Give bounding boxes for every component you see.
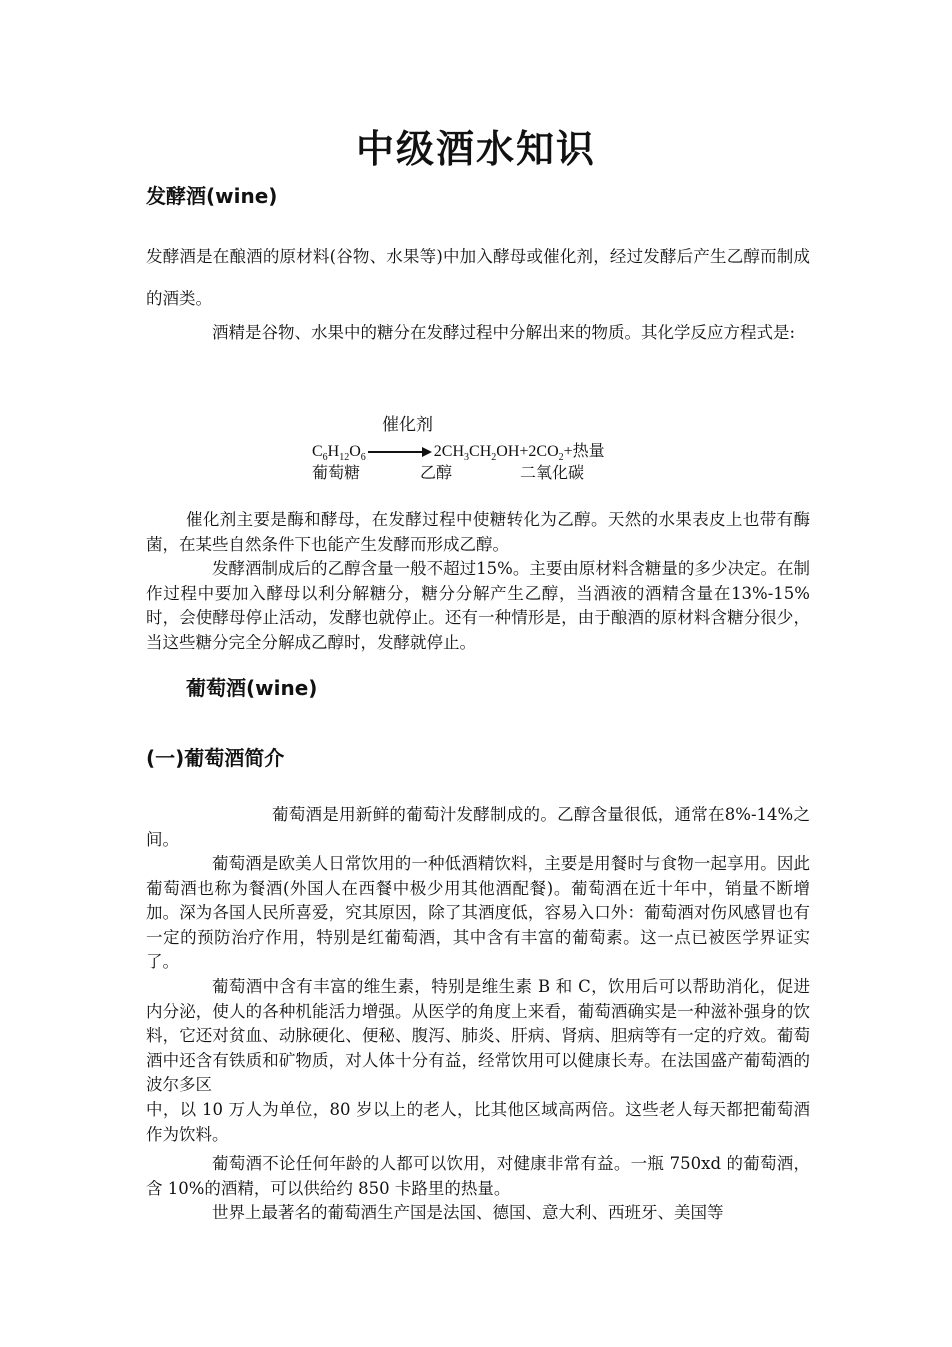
paragraph-catalyst: 催化剂主要是酶和酵母，在发酵过程中使糖转化为乙醇。天然的水果表皮上也带有酶菌，在某些自然条件下也能产生发酵而形成乙醇。 [146,510,810,554]
page-title: 中级酒水知识 [355,127,596,171]
paragraph-wine-producers: 世界上最著名的葡萄酒生产国是法国、德国、意大利、西班牙、美国等 [212,1203,724,1222]
paragraph-wine-definition: 葡萄酒是用新鲜的葡萄汁发酵制成的。乙醇含量很低，通常在8%-14%之间。 [146,805,810,849]
equation-label-co2: 二氧化碳 [520,463,585,482]
paragraph-alcohol-content: 发酵酒制成后的乙醇含量一般不超过15%。主要由原材料含糖量的多少决定。在制作过程中要加入酵母以利分解糖分，糖分分解产生乙醇，当酒液的酒精含量在13%-15%时，会使酵母停止活动，发酵也就停止。还有一种情形是，由于酿酒的原材料含糖分很少，当这些糖分完全分解成乙醇时，发酵就停止。 [146,559,810,652]
equation-products: $2CH_3CH_2OH+2CO_2+$热量 [433,443,605,464]
section-heading-fermented-wine: 发酵酒(wine) [146,184,278,208]
paragraph-wine-bordeaux: 中，以 10 万人为单位，80 岁以上的老人，比其他区域高两倍。这些老人每天都把葡萄酒作为饮料。 [146,1100,810,1144]
equation-reactant: $C_6H_{12}O_6$ [312,443,366,464]
paragraph-wine-health: 葡萄酒中含有丰富的维生素，特别是维生素 B 和 C，饮用后可以帮助消化，促进内分泌，使人的各种机能活力增强。从医学的角度上来看，葡萄酒确实是一种滋补强身的饮料，它还对贫血、动脉硬化、便秘、腹泻、肺炎、肝病、肾病、胆病等有一定的疗效。葡萄酒中还含有铁质和矿物质，对人体十分有益，经常饮用可以健康长寿。在法国盛产葡萄酒的波尔多区 [146,977,810,1094]
section-heading-grape-wine: 葡萄酒(wine) [186,676,318,700]
equation-label-ethanol: 乙醇 [420,463,453,482]
chemical-equation-figure [308,408,638,488]
equation-catalyst-label: 催化剂 [382,415,433,435]
reaction-arrow-icon [368,447,432,457]
paragraph-wine-calories: 葡萄酒不论任何年龄的人都可以饮用，对健康非常有益。一瓶 750xd 的葡萄酒，含 10%的酒精，可以供给约 850 卡路里的热量。 [146,1154,810,1198]
paragraph-wine-popularity: 葡萄酒是欧美人日常饮用的一种低酒精饮料，主要是用餐时与食物一起享用。因此葡萄酒也称为餐酒(外国人在西餐中极少用其他酒配餐)。葡萄酒在近十年中，销量不断增加。深为各国人民所喜爱，究其原因，除了其酒度低，容易入口外：葡萄酒对伤风感冒也有一定的预防治疗作用，特别是红葡萄酒，其中含有丰富的葡萄素。这一点已被医学界证实了。 [146,854,810,971]
subheading-wine-intro: (一)葡萄酒简介 [146,746,285,770]
paragraph-alcohol-origin: 酒精是谷物、水果中的糖分在发酵过程中分解出来的物质。其化学反应方程式是: [212,323,796,342]
paragraph-fermented-definition: 发酵酒是在酿酒的原材料(谷物、水果等)中加入酵母或催化剂，经过发酵后产生乙醇而制成的酒类。 [146,247,810,308]
equation-label-glucose: 葡萄糖 [312,463,361,482]
